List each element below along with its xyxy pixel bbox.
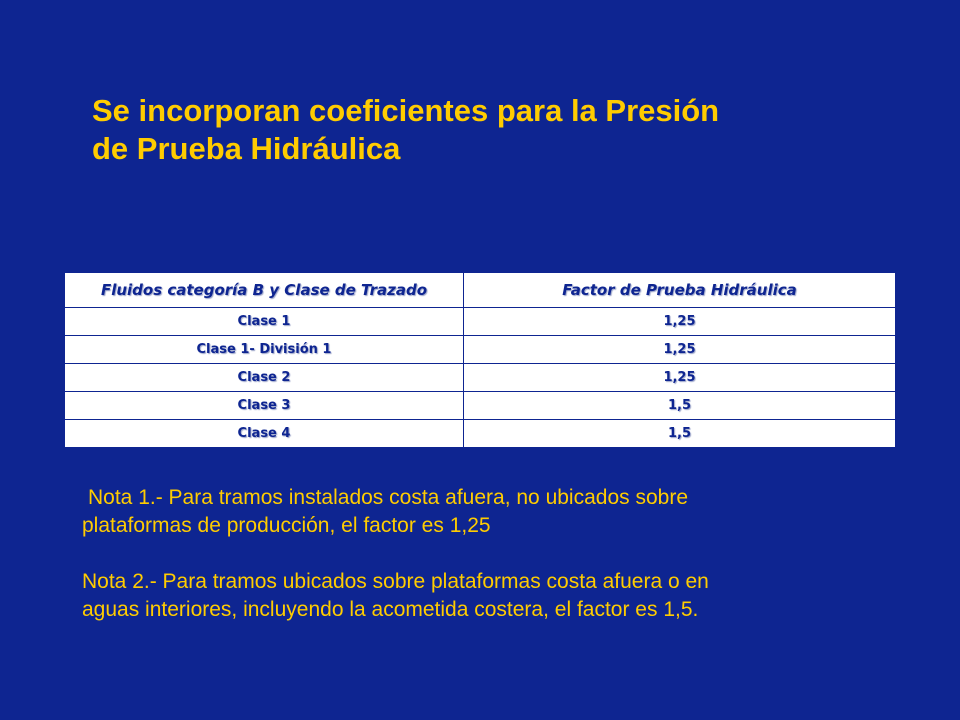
note-1-line-1: Nota 1.- Para tramos instalados costa afuera, no ubicados sobre — [88, 486, 688, 509]
table-row — [65, 308, 896, 336]
table-cell-factor: 1,5 — [464, 392, 896, 420]
table-row — [65, 420, 896, 448]
table-row — [65, 392, 896, 420]
note-2-line-2: aguas interiores, incluyendo la acometida costera, el factor es 1,5. — [82, 598, 699, 621]
table-cell-factor: 1,25 — [464, 308, 896, 336]
table-header-row — [65, 273, 896, 308]
table-row — [65, 336, 896, 364]
table-cell-class: Clase 3 — [65, 392, 464, 420]
table-cell-factor: 1,5 — [464, 420, 896, 448]
note-1-line-2: plataformas de producción, el factor es 1,25 — [82, 514, 491, 537]
note-2-line-1: Nota 2.- Para tramos ubicados sobre plataformas costa afuera o en — [82, 570, 709, 593]
slide-title-line-2: de Prueba Hidráulica — [92, 131, 401, 166]
slide-title-line-1: Se incorporan coeficientes para la Presión — [92, 93, 720, 128]
column-header-fluid-class: Fluidos categoría B y Clase de Trazado — [65, 273, 464, 308]
hydraulic-test-factor-table — [64, 272, 896, 448]
note-1 — [82, 484, 922, 540]
table-cell-factor: 1,25 — [464, 364, 896, 392]
column-header-test-factor: Factor de Prueba Hidráulica — [464, 273, 896, 308]
table-cell-class: Clase 4 — [65, 420, 464, 448]
table-cell-factor: 1,25 — [464, 336, 896, 364]
table-row — [65, 364, 896, 392]
note-2 — [82, 568, 922, 624]
table-cell-class: Clase 1 — [65, 308, 464, 336]
table-cell-class: Clase 2 — [65, 364, 464, 392]
notes-section — [82, 484, 922, 624]
slide-title — [92, 92, 892, 168]
table-cell-class: Clase 1- División 1 — [65, 336, 464, 364]
